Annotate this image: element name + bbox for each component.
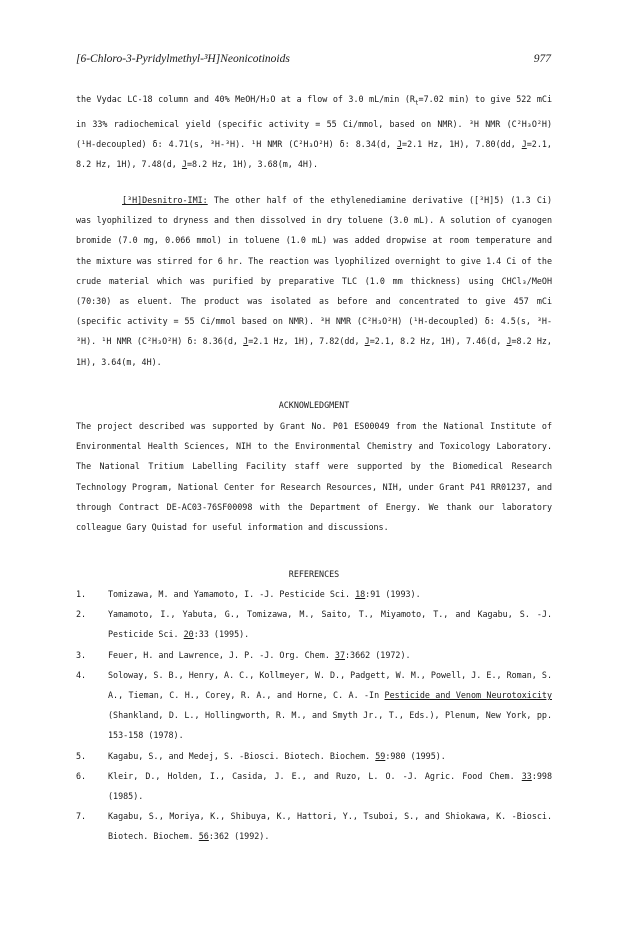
p2-text-c: =2.1, 8.2 Hz, 1H), 7.46(d, <box>369 336 507 347</box>
reference-citation: Kagabu, S., Moriya, K., Shibuya, K., Hattori, Y., Tsuboi, S., and Shiokawa, K. -Biosci. Biotech. Biochem. <box>108 811 552 842</box>
reference-pages: :980 (1995). <box>385 750 446 761</box>
body-paragraph-1 <box>76 89 558 174</box>
reference-text <box>108 604 552 644</box>
p1-subscript: t <box>414 99 419 107</box>
p1-coupling-j2: J <box>521 139 527 150</box>
reference-number: 3. <box>76 649 87 660</box>
p2-text-b: =2.1 Hz, 1H), 7.82(dd, <box>248 336 365 347</box>
reference-number: 1. <box>76 589 87 599</box>
p2-coupling-j1: J <box>243 336 249 347</box>
references-heading: REFERENCES <box>288 569 340 579</box>
compound-heading: [³H]Desnitro-IMI: <box>122 195 208 205</box>
reference-number: 6. <box>76 770 87 781</box>
p1-text-d: =2.1, 8.2 Hz, 1H), 7.48(d, <box>76 139 558 170</box>
reference-volume: 20 <box>183 629 194 640</box>
p1-text-e: =8.2 Hz, 1H), 3.68(m, 4H). <box>186 159 319 170</box>
reference-item <box>76 584 552 604</box>
reference-citation: Soloway, S. B., Henry, A. C., Kollmeyer, W. D., Padgett, W. M., Powell, J. E., Roman, S. A., Tieman, C. H., Corey, R. A., and Horne, C. A. -In <box>108 669 552 701</box>
reference-item <box>76 806 552 846</box>
reference-text <box>108 665 552 746</box>
reference-number: 7. <box>76 811 87 822</box>
reference-pages: :33 (1995). <box>193 629 250 640</box>
reference-number: 4. <box>76 669 87 680</box>
p1-text-b: =7.02 min) to give 522 mCi in 33% radiochemical yield (specific activity = 55 Ci/mmol, based on NMR). ³H NMR (C²H₃O²H) (¹H-decoupled) δ: 4.71(s, ³H-³H). ¹H NMR (C²H₃O²H) δ: 8.34(d, <box>76 94 558 150</box>
reference-citation: Feuer, H. and Lawrence, J. P. -J. Org. Chem. <box>108 649 335 660</box>
reference-text <box>108 584 552 604</box>
reference-volume: 59 <box>375 750 386 761</box>
reference-item <box>76 604 552 644</box>
references-list <box>76 584 552 847</box>
page-number: 977 <box>533 53 551 65</box>
p2-text-d: =8.2 Hz, 1H), 3.64(m, 4H). <box>76 336 558 367</box>
reference-item <box>76 645 552 665</box>
reference-citation: Kleir, D., Holden, I., Casida, J. E., and Ruzo, L. O. -J. Agric. Food Chem. <box>108 770 522 781</box>
p1-text-a: the Vydac LC-18 column and 40% MeOH/H₂O at a flow of 3.0 mL/min (R <box>76 94 415 104</box>
reference-volume: Pesticide and Venom Neurotoxicity <box>384 690 552 701</box>
reference-item <box>76 746 552 766</box>
p2-coupling-j3: J <box>506 336 512 347</box>
reference-number: 2. <box>76 609 87 620</box>
reference-citation: Yamamoto, I., Yabuta, G., Tomizawa, M., Saito, T., Miyamoto, T., and Kagabu, S. -J. Pesticide Sci. <box>108 609 552 640</box>
reference-text <box>108 766 552 806</box>
reference-citation: Tomizawa, M. and Yamamoto, I. -J. Pesticide Sci. <box>108 589 356 599</box>
body-paragraph-2 <box>76 190 558 372</box>
reference-text <box>108 746 552 766</box>
p2-coupling-j2: J <box>364 336 370 347</box>
reference-number: 5. <box>76 750 87 761</box>
reference-pages: :3662 (1972). <box>345 649 411 660</box>
reference-citation: Kagabu, S., and Medej, S. -Biosci. Biotech. Biochem. <box>108 750 376 761</box>
reference-volume: 18 <box>355 589 366 599</box>
acknowledgment-heading: ACKNOWLEDGMENT <box>278 400 350 410</box>
reference-pages: :362 (1992). <box>208 831 270 842</box>
acknowledgment-paragraph <box>76 416 558 537</box>
reference-volume: 56 <box>198 831 209 842</box>
reference-item <box>76 665 552 746</box>
reference-text <box>108 806 552 846</box>
acknowledgment-text: The project described was supported by Grant No. P01 ES00049 from the National Institute of Environmental Health Sciences, NIH to the Environmental Chemistry and Toxicology Laboratory. The National Tritium Labelling Facility staff were supported by the Biomedical Research Technology Program, National Center for Research Resources, NIH, under Grant P41 RR01237, and through Contract DE-AC03-76SF00098 with the Department of Energy. We thank our laboratory colleague Gary Quistad for useful information and discussions. <box>76 421 558 533</box>
reference-pages: :91 (1993). <box>365 589 421 599</box>
reference-pages: (Shankland, D. L., Hollingworth, R. M., and Smyth Jr., T., Eds.), Plenum, New York, pp. 153-158 (1978). <box>108 710 552 741</box>
reference-text <box>108 645 552 665</box>
reference-volume: 33 <box>521 770 532 781</box>
reference-volume: 37 <box>334 649 345 660</box>
reference-item <box>76 766 552 806</box>
p1-coupling-j1: J <box>396 139 403 150</box>
p2-text-a: The other half of the ethylenediamine derivative ([³H]5) (1.3 Ci) was lyophilized to dryness and then dissolved in dry toluene (3.0 mL). A solution of cyanogen bromide (7.0 mg, 0.066 mmol) in toluene (1.0 mL) was added dropwise at room temperature and the mixture was stirred for 6 hr. The reaction was lyophilized overnight to give 1.4 Ci of the crude material which was purified by preparative TLC (1.0 mm thickness) using CHCl₃/MeOH (70:30) as eluent. The product was isolated as before and concentrated to give 457 mCi (specific activity = 55 Ci/mmol based on NMR). ³H NMR (C²H₃O²H) (¹H-decoupled) δ: 4.5(s, ³H-³H). ¹H NMR (C²H₃O²H) δ: 8.36(d, <box>76 195 558 347</box>
p1-text-c: =2.1 Hz, 1H), 7.80(dd, <box>402 139 522 150</box>
reference-pages: :998 (1985). <box>108 770 552 802</box>
running-title: [6-Chloro-3-Pyridylmethyl-³H]Neonicotinoids <box>76 53 290 65</box>
p1-coupling-j3: J <box>181 159 187 170</box>
